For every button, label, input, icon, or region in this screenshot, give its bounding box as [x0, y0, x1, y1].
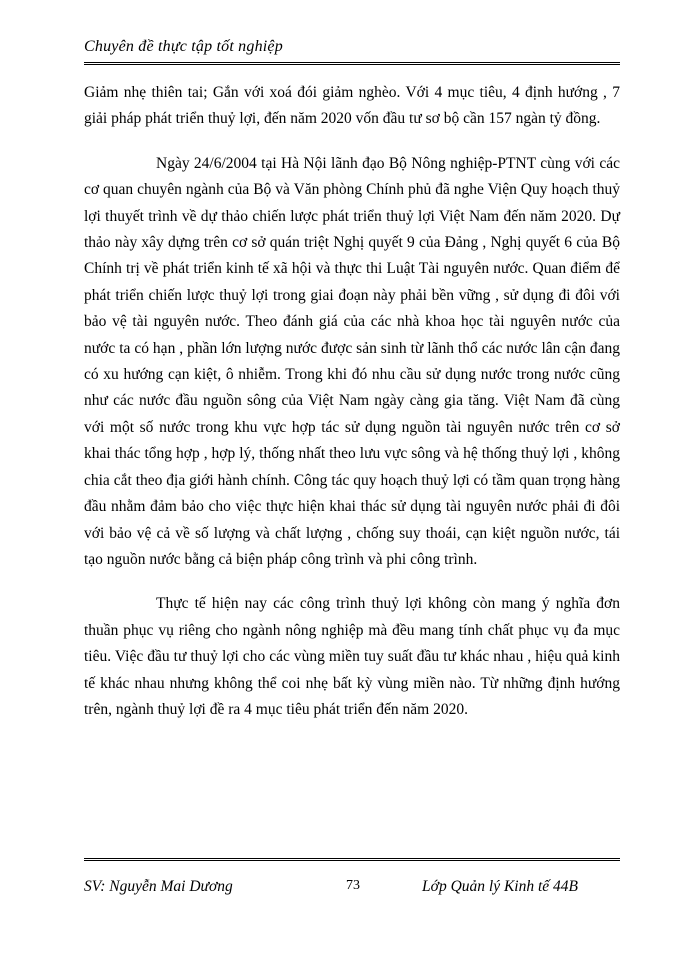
paragraph-strategy: Ngày 24/6/2004 tại Hà Nội lãnh đạo Bộ Nông nghiệp-PTNT cùng với các cơ quan chuyên ngành của Bộ và Văn phòng Chính phủ đã nghe Viện Quy hoạch thuỷ lợi thuyết trình về dự thảo chiến lược phát triển thuỷ lợi Việt Nam đến năm 2020. Dự thảo này xây dựng trên cơ sở quán triệt Nghị quyết 9 của Đảng , Nghị quyết 6 của Bộ Chính trị về phát triển kinh tế xã hội và thực thi Luật Tài nguyên nước. Quan điểm để phát triển chiến lược thuỷ lợi trong giai đoạn này phải bền vững , sử dụng đi đôi với bảo vệ tài nguyên nước. Theo đánh giá của các nhà khoa học tài nguyên nước của nước ta có hạn , phần lớn lượng nước được sản sinh từ lãnh thổ các nước lân cận đang có xu hướng cạn kiệt, ô nhiễm. Trong khi đó nhu cầu sử dụng nước trong nước cũng như các nước đầu nguồn sông của Việt Nam ngày càng gia tăng. Việt Nam đã cùng với một số nước trong khu vực hợp tác sử dụng nguồn tài nguyên nước trên cơ sở khai thác tổng hợp , hợp lý, thống nhất theo lưu vực sông và hệ thống thuỷ lợi , không chia cắt theo địa giới hành chính. Công tác quy hoạch thuỷ lợi có tầm quan trọng hàng đầu nhằm đảm bảo cho việc thực hiện khai thác sử dụng tài nguyên nước phải đi đôi với bảo vệ cả về số lượng và chất lượng , chống suy thoái, cạn kiệt nguồn nước, tái tạo nguồn nước bằng cả biện pháp công trình và phi công trình. — [84, 154, 620, 568]
paragraph-objectives: Thực tế hiện nay các công trình thuỷ lợi không còn mang ý nghĩa đơn thuần phục vụ riêng cho ngành nông nghiệp mà đều mang tính chất phục vụ đa mục tiêu. Việc đầu tư thuỷ lợi cho các vùng miền tuy suất đầu tư khác nhau , hiệu quả kinh tế khác nhau nhưng không thể coi nhẹ bất kỳ vùng miền nào. Từ những định hướng trên, ngành thuỷ lợi đề ra 4 mục tiêu phát triển đến năm 2020. — [84, 595, 620, 718]
footer-class-name: Lớp Quản lý Kinh tế 44B — [422, 878, 578, 895]
footer-student-name: SV: Nguyễn Mai Dương — [84, 878, 233, 895]
header-divider — [84, 62, 620, 65]
page-footer — [84, 858, 620, 898]
page-header — [84, 20, 620, 60]
document-body — [84, 80, 620, 723]
paragraph-continuation: Giảm nhẹ thiên tai; Gắn với xoá đói giảm nghèo. Với 4 mục tiêu, 4 định hướng , 7 giải pháp phát triển thuỷ lợi, đến năm 2020 vốn đầu tư sơ bộ cần 157 ngàn tỷ đồng. — [84, 84, 620, 128]
header-title: Chuyên đề thực tập tốt nghiệp — [84, 38, 283, 55]
footer-divider — [84, 858, 620, 861]
page-number: 73 — [346, 878, 360, 893]
